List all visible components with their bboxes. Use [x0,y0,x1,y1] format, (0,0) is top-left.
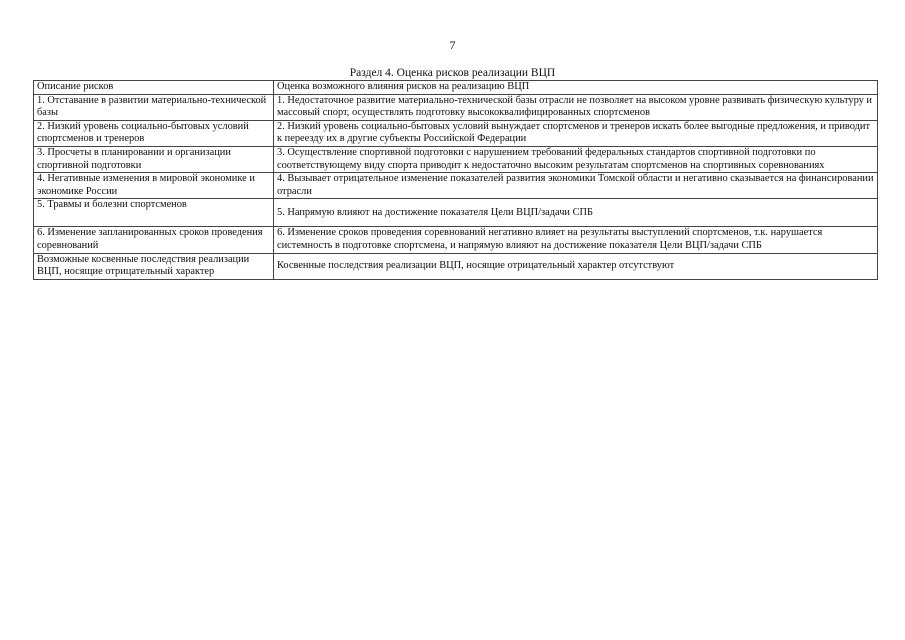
table-row [34,199,878,227]
risk-cell: Возможные косвенные последствия реализации ВЦП, носящие отрицательный характер [34,253,274,279]
impact-cell: 5. Напрямую влияют на достижение показателя Цели ВЦП/задачи СПБ [274,199,878,227]
table-row [34,120,878,146]
table-row [34,253,878,279]
risk-cell: 3. Просчеты в планировании и организации спортивной подготовки [34,146,274,172]
table-row [34,146,878,172]
page-number: 7 [449,38,456,52]
impact-cell: 4. Вызывает отрицательное изменение показателей развития экономики Томской области и негативно сказывается на финансировании отрасли [274,173,878,199]
impact-cell: 2. Низкий уровень социально-бытовых условий вынуждает спортсменов и тренеров искать более выгодные предложения, и приводит к переезду их в другие субъекты Российской Федерации [274,120,878,146]
section-title: Раздел 4. Оценка рисков реализации ВЦП [349,67,556,79]
risk-assessment-table [33,80,878,280]
table-row [34,227,878,253]
impact-cell: Косвенные последствия реализации ВЦП, носящие отрицательный характер отсутствуют [274,253,878,279]
table-row [34,173,878,199]
risk-cell: 6. Изменение запланированных сроков проведения соревнований [34,227,274,253]
impact-cell: 6. Изменение сроков проведения соревнований негативно влияет на результаты выступлений спортсменов, т.к. нарушается системность в подготовке спортсмена, и напрямую влияют на достижение показателя Цели ВЦП/задачи СПБ [274,227,878,253]
column-header-impact: Оценка возможного влияния рисков на реализацию ВЦП [274,81,878,95]
impact-cell: 3. Осуществление спортивной подготовки с нарушением требований федеральных стандартов спортивной подготовки по соответствующему виду спорта приводит к недостаточно высоким результатам спортсменов на спортивных соревнованиях [274,146,878,172]
risk-cell: 2. Низкий уровень социально-бытовых условий спортсменов и тренеров [34,120,274,146]
column-header-risk: Описание рисков [34,81,274,95]
risk-cell: 4. Негативные изменения в мировой экономике и экономике России [34,173,274,199]
table-header-row [34,81,878,95]
risk-cell: 1. Отставание в развитии материально-технической базы [34,94,274,120]
impact-cell: 1. Недостаточное развитие материально-технической базы отрасли не позволяет на высоком уровне развивать физическую культуру и массовый спорт, осуществлять подготовку высококвалифицированных спортсменов [274,94,878,120]
risk-cell: 5. Травмы и болезни спортсменов [34,199,274,227]
table-row [34,94,878,120]
